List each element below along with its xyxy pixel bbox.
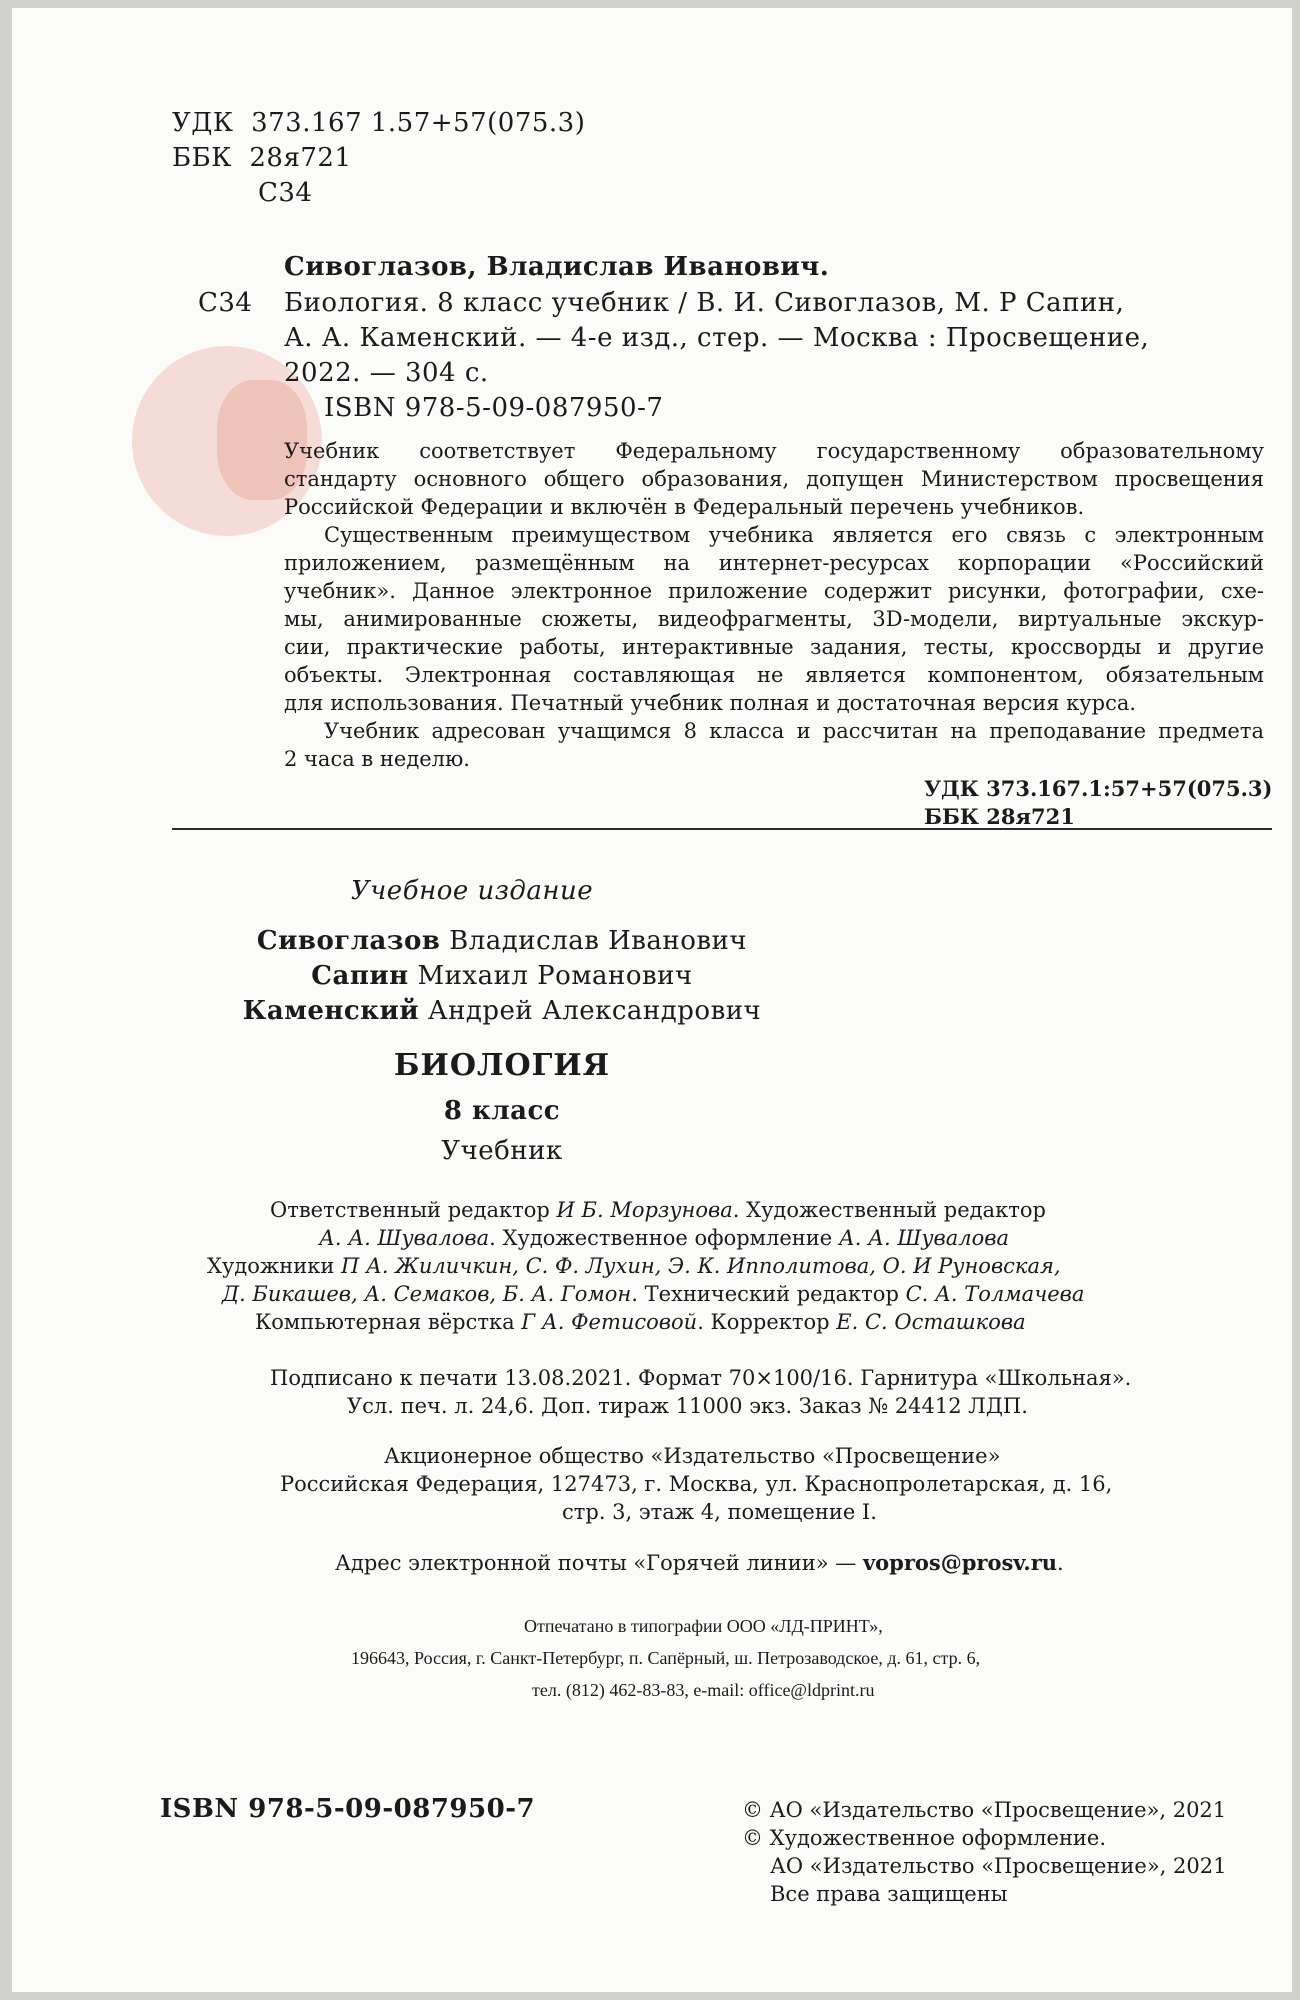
entry-sign: С34 (198, 288, 253, 318)
publisher-line: Российская Федерация, 127473, г. Москва, ул. Краснопролетарская, д. 16, (280, 1472, 1113, 1496)
edition-type: Учебное издание (350, 876, 594, 906)
publisher-line: Акционерное общество «Издательство «Просвещение» (384, 1444, 1001, 1468)
annotation-p2-line: мы, анимированные сюжеты, видеофрагменты, 3D-модели, виртуальные экскур- (284, 607, 1264, 631)
udk-line: УДК 373.167 1.57+57(075.3) (172, 108, 586, 138)
printing-line: тел. (812) 462-83-83, e-mail: office@ldprint.ru (532, 1680, 875, 1700)
print-info-line: Усл. печ. л. 24,6. Доп. тираж 11000 экз. Заказ № 24412 ЛДП. (347, 1394, 1028, 1418)
author-sign: С34 (258, 178, 313, 208)
udk-bottom: УДК 373.167.1:57+57(075.3) (924, 776, 1273, 801)
annotation-p3-line: Учебник адресован учащимся 8 класса и рассчитан на преподавание предмета (324, 719, 1264, 743)
divider-rule (172, 828, 1272, 830)
author-name: Каменский Андрей Александрович (242, 996, 762, 1026)
annotation-p2-line: учебник». Данное электронное приложение содержит рисунки, фотографии, схе- (284, 579, 1264, 603)
bbk-bottom: ББК 28я721 (924, 804, 1075, 829)
annotation-p1-line: Учебник соответствует Федеральному государственному образовательному (284, 439, 1264, 463)
copyright-line: © Художественное оформление. (742, 1826, 1107, 1850)
credits-line: Компьютерная вёрстка Г А. Фетисовой. Корректор Е. С. Осташкова (255, 1310, 1026, 1334)
annotation-p2-line: объекты. Электронная составляющая не является компонентом, обязательным (284, 663, 1264, 687)
credits-line: Д. Бикашев, А. Семаков, Б. А. Гомон. Технический редактор С. А. Толмачева (222, 1282, 1085, 1306)
entry-isbn: ISBN 978-5-09-087950-7 (324, 393, 664, 423)
credits-line: Ответственный редактор И Б. Морзунова. Художественный редактор (270, 1198, 1046, 1222)
annotation-p2-line: Существенным преимуществом учебника является его связь с электронным (324, 523, 1264, 547)
copyright-line: Все права защищены (770, 1882, 1008, 1906)
annotation-p3-line: 2 часа в неделю. (284, 747, 470, 771)
printing-line: 196643, Россия, г. Санкт-Петербург, п. Сапёрный, ш. Петрозаводское, д. 61, стр. 6, (351, 1648, 981, 1668)
hotline-email-line: Адрес электронной почты «Горячей линии» — vopros@prosv.ru. (335, 1550, 1064, 1575)
page (12, 8, 1292, 1992)
entry-description-line: А. А. Каменский. — 4-е изд., стер. — Москва : Просвещение, (284, 323, 1150, 353)
bbk-line: ББК 28я721 (172, 143, 352, 173)
credits-line: Художники П А. Жиличкин, С. Ф. Лухин, Э. К. Ипполитова, О. И Руновская, (207, 1254, 1061, 1278)
book-title: БИОЛОГИЯ (393, 1048, 611, 1083)
hotline-email-link[interactable]: vopros@prosv.ru (862, 1550, 1058, 1575)
entry-description-line: 2022. — 304 с. (284, 358, 489, 388)
entry-description-line: Биология. 8 класс учебник / В. И. Сивоглазов, М. Р Сапин, (284, 288, 1125, 318)
annotation-p2-line: для использования. Печатный учебник полная и достаточная версия курса. (284, 691, 1137, 715)
annotation-p1-line: Российской Федерации и включён в Федеральный перечень учебников. (284, 495, 1085, 519)
annotation-p1-line: стандарту основного общего образования, допущен Министерством просвещения (284, 467, 1264, 491)
author-name: Сапин Михаил Романович (311, 961, 693, 991)
credits-line: А. А. Шувалова. Художественное оформление А. А. Шувалова (319, 1226, 1010, 1250)
annotation-p2-line: сии, практические работы, интерактивные задания, тесты, кроссворды и другие (284, 635, 1264, 659)
annotation-p2-line: приложением, размещённым на интернет-ресурсах корпорации «Российский (284, 551, 1264, 575)
publisher-line: стр. 3, этаж 4, помещение I. (562, 1500, 877, 1524)
book-type: Учебник (441, 1136, 563, 1166)
copyright-line: © АО «Издательство «Просвещение», 2021 (742, 1798, 1227, 1822)
footer-isbn: ISBN 978-5-09-087950-7 (160, 1794, 536, 1824)
print-info-line: Подписано к печати 13.08.2021. Формат 70×100/16. Гарнитура «Школьная». (270, 1366, 1132, 1390)
author-heading: Сивоглазов, Владислав Иванович. (284, 252, 830, 282)
printing-line: Отпечатано в типографии ООО «ЛД-ПРИНТ», (524, 1616, 883, 1636)
book-grade: 8 класс (443, 1096, 561, 1126)
author-name: Сивоглазов Владислав Иванович (256, 926, 748, 956)
copyright-line: АО «Издательство «Просвещение», 2021 (770, 1854, 1227, 1878)
